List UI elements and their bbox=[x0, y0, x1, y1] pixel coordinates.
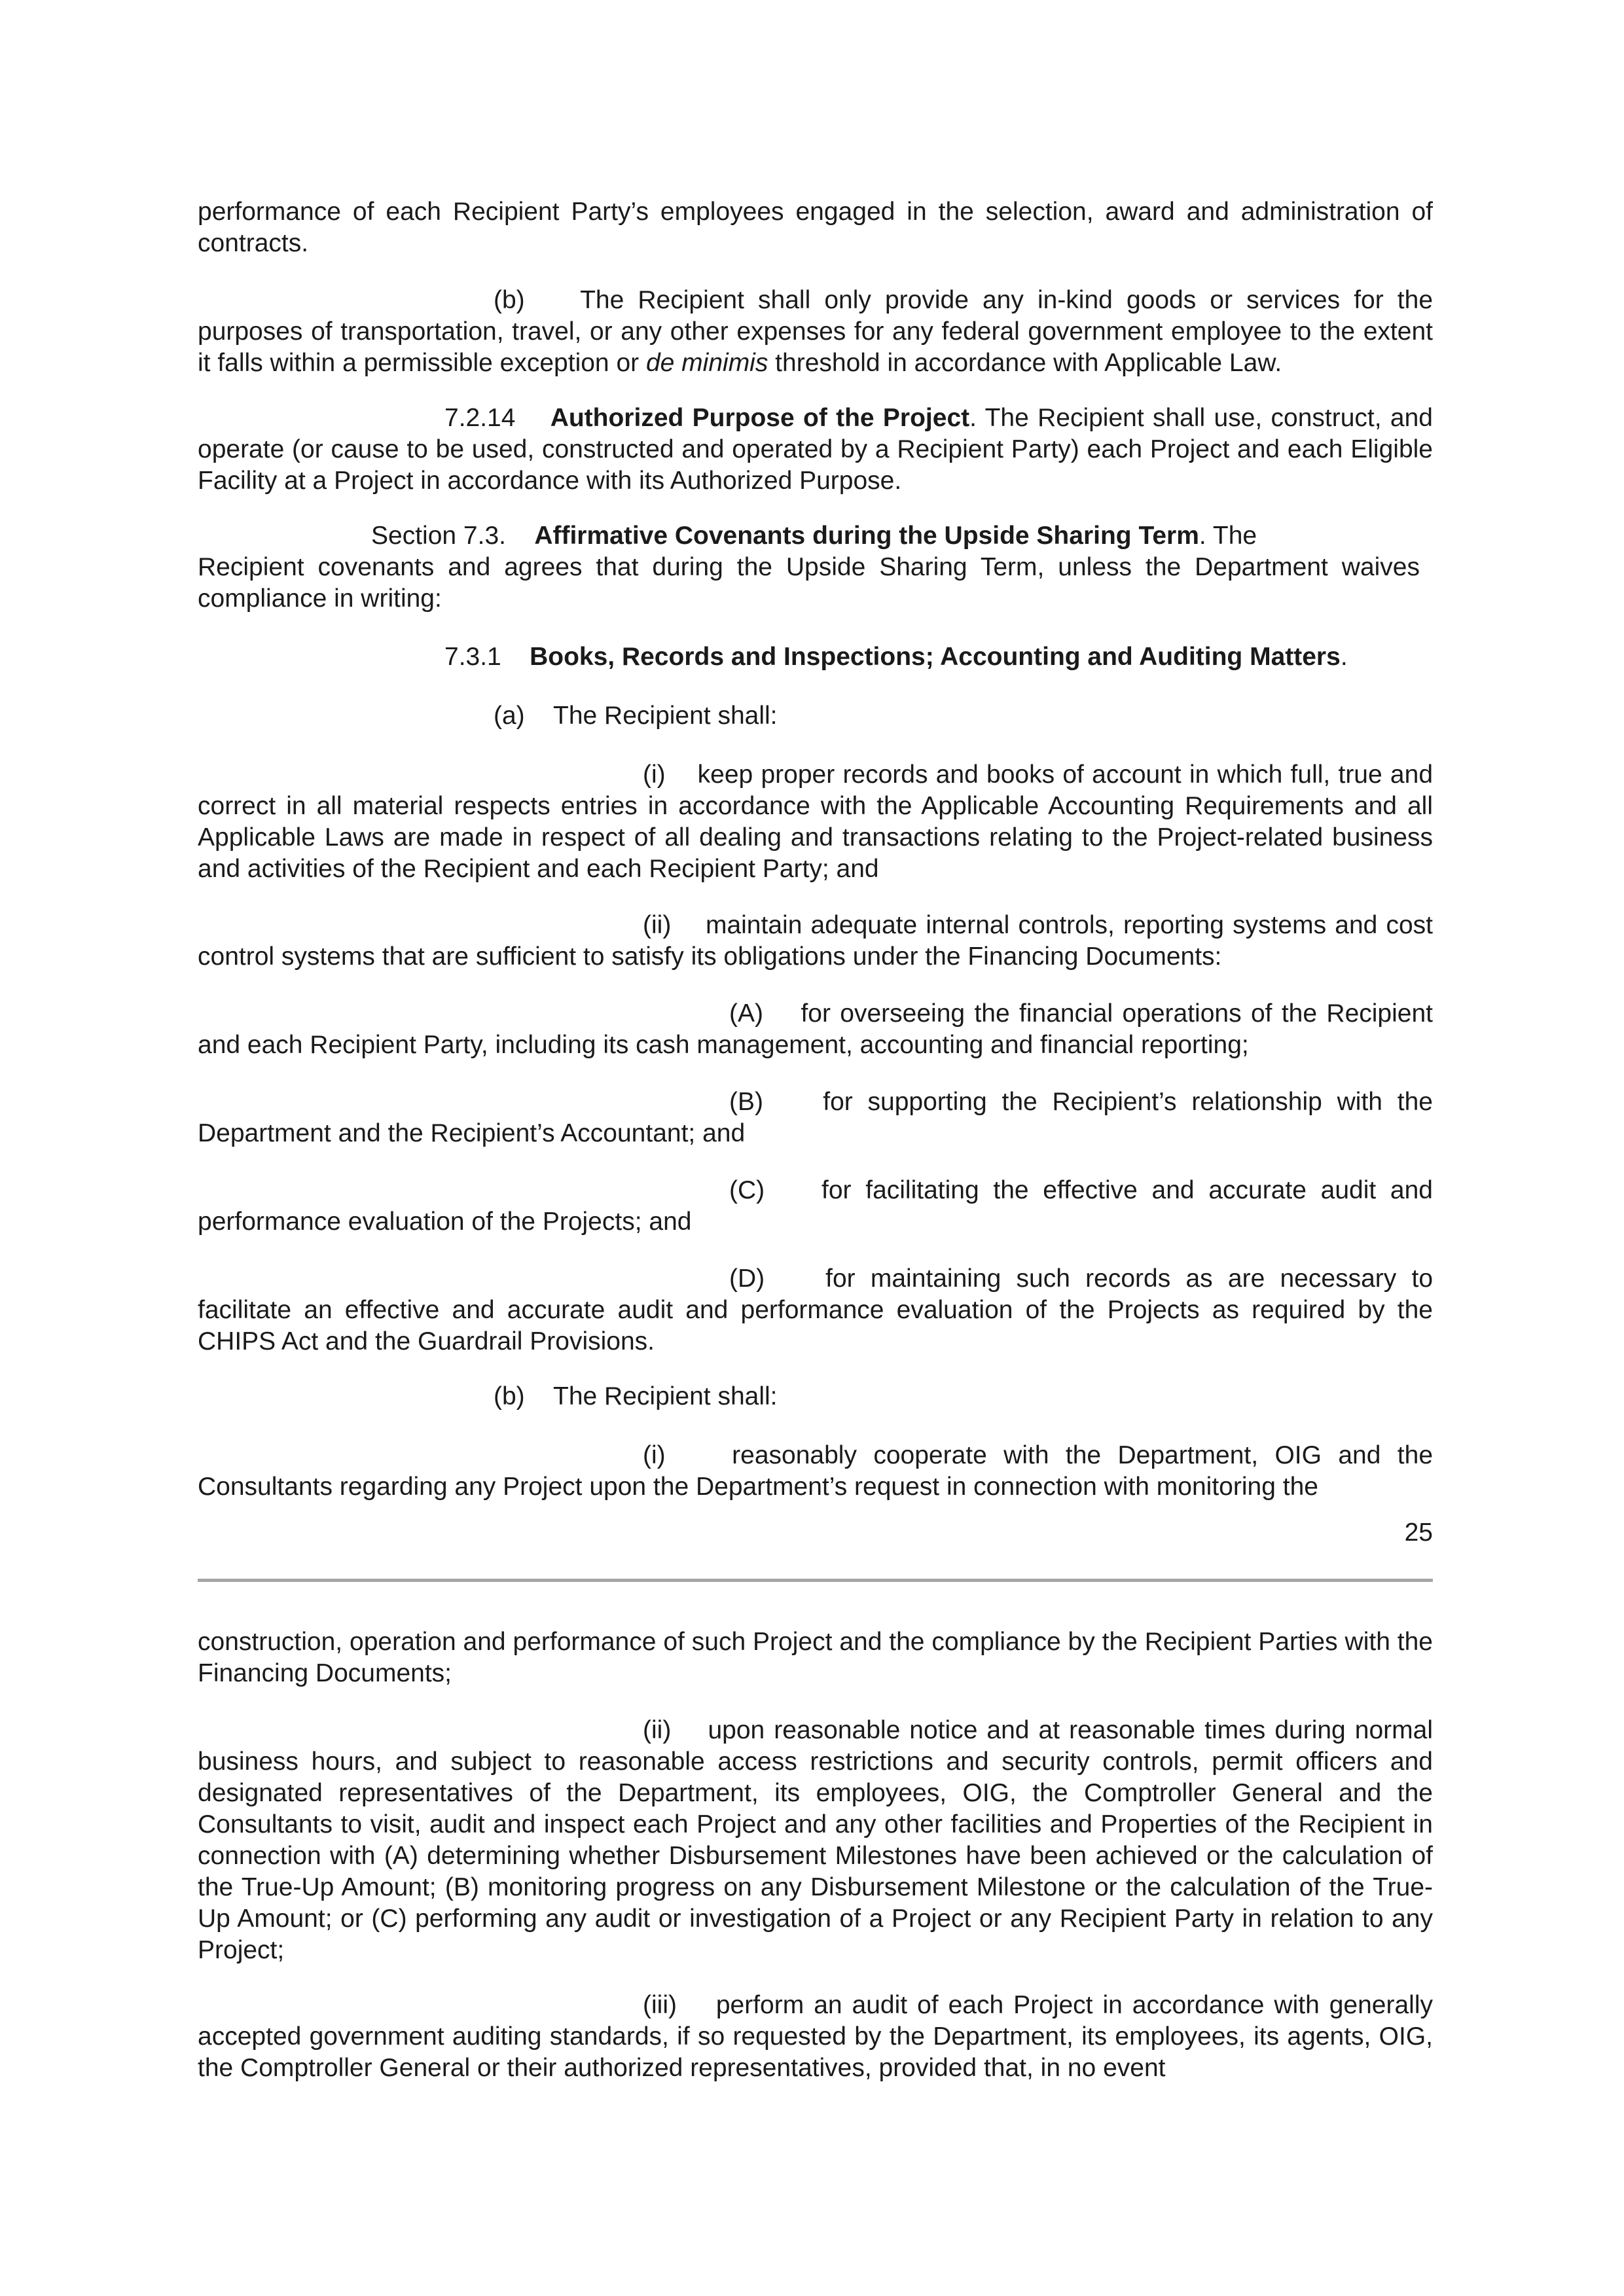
section-heading-line bbox=[198, 520, 1433, 552]
clause-label: (iii) bbox=[643, 1991, 677, 2019]
paragraph bbox=[198, 759, 1433, 885]
paragraph bbox=[198, 1086, 1433, 1149]
section-number: 7.3.1 bbox=[444, 643, 501, 671]
paragraph: performance of each Recipient Party’s employees engaged in the selection, award and administration of contracts. bbox=[198, 198, 1433, 257]
clause-label: (A) bbox=[729, 999, 763, 1028]
paragraph bbox=[198, 1990, 1433, 2084]
paragraph-text: The Recipient shall: bbox=[553, 702, 778, 730]
paragraph: construction, operation and performance of such Project and the compliance by the Recipient Parties with the Financing Documents; bbox=[198, 1628, 1433, 1687]
clause-label: (i) bbox=[643, 761, 666, 789]
paragraph bbox=[198, 1715, 1433, 1966]
paragraph-text: . The Recipient shall use, construct, and operate (or cause to be used, constructed and operated by a Recipient Party) each Project and each Eligible Facility at a Project in accordance with its Authorized Purpose. bbox=[198, 404, 1433, 495]
paragraph bbox=[198, 403, 1433, 497]
section-heading: Authorized Purpose of the Project bbox=[550, 404, 970, 432]
paragraph-text: for overseeing the financial operations of the Recipient and each Recipient Party, including its cash management, accounting and financial reporting; bbox=[198, 999, 1433, 1059]
clause-label: (b) bbox=[494, 1382, 525, 1410]
italic-term: de minimis bbox=[645, 349, 768, 377]
paragraph-text: reasonably cooperate with the Department, OIG and the Consultants regarding any Project upon the Department’s request in connection with monitoring the bbox=[198, 1441, 1434, 1501]
page-divider bbox=[198, 1579, 1433, 1582]
clause-label: (ii) bbox=[643, 1716, 672, 1744]
paragraph-text: keep proper records and books of account in which full, true and correct in all material respects entries in accordance with the Applicable Accounting Requirements and all Applicable Laws are made in respect of all dealing and transactions relating to the Project-related business and activities of the Recipient and each Recipient Party; and bbox=[198, 761, 1434, 883]
paragraph-text: . The bbox=[1199, 522, 1257, 550]
paragraph-text: for supporting the Recipient’s relationship with the Department and the Recipient’s Accountant; and bbox=[198, 1088, 1433, 1147]
paragraph-text: The Recipient shall only provide any in-kind goods or services for the purposes of transportation, travel, or any other expenses for any federal government employee to the extent it falls within a permissible exception or bbox=[198, 286, 1434, 377]
paragraph bbox=[198, 1175, 1433, 1238]
paragraph bbox=[198, 910, 1433, 973]
clause-label: (D) bbox=[729, 1265, 765, 1293]
paragraph-text: perform an audit of each Project in accordance with generally accepted government auditing standards, if so requested by the Department, its employees, its agents, OIG, the Comptroller General or their authorized representatives, provided that, in no event bbox=[198, 1991, 1433, 2082]
clause-label: (B) bbox=[729, 1088, 763, 1116]
paragraph-text: maintain adequate internal controls, reporting systems and cost control systems that are sufficient to satisfy its obligations under the Financing Documents: bbox=[198, 911, 1434, 971]
section-heading: Books, Records and Inspections; Accounting and Auditing Matters bbox=[530, 643, 1341, 671]
paragraph bbox=[198, 998, 1433, 1061]
section-number: 7.2.14 bbox=[444, 404, 516, 432]
subsection-heading bbox=[198, 641, 1624, 673]
paragraph bbox=[198, 1263, 1433, 1357]
paragraph bbox=[198, 1440, 1433, 1503]
paragraph bbox=[198, 285, 1433, 379]
clause-label: (a) bbox=[494, 702, 525, 730]
page-number: 25 bbox=[1404, 1518, 1433, 1547]
paragraph-text: threshold in accordance with Applicable Law. bbox=[768, 349, 1282, 377]
paragraph-text: The Recipient shall: bbox=[553, 1382, 778, 1410]
section-paragraph bbox=[198, 520, 1433, 615]
punctuation: . bbox=[1340, 643, 1348, 671]
paragraph-text: upon reasonable notice and at reasonable times during normal business hours, and subject to reasonable access restrictions and security controls, permit officers and designated representatives of the Department, its employees, OIG, the Comptroller General and the Consultants to visit, audit and inspect each Project and any other facilities and Properties of the Recipient in connection with (A) determining whether Disbursement Milestones have been achieved or the calculation of the True-Up Amount; (B) monitoring progress on any Disbursement Milestone or the calculation of the True-Up Amount; or (C) performing any audit or investigation of a Project or any Recipient Party in relation to any Project; bbox=[198, 1716, 1433, 1964]
paragraph-text: for facilitating the effective and accurate audit and performance evaluation of the Projects; and bbox=[198, 1176, 1433, 1236]
clause-label: (ii) bbox=[643, 911, 672, 939]
paragraph-text: Recipient covenants and agrees that during the Upside Sharing Term, unless the Department waives compliance in writing: bbox=[198, 553, 1420, 613]
clause-label: (b) bbox=[494, 286, 525, 314]
section-number: Section 7.3. bbox=[371, 522, 506, 550]
clause-line bbox=[198, 700, 1624, 732]
clause-label: (i) bbox=[643, 1441, 666, 1469]
section-heading: Affirmative Covenants during the Upside Sharing Term bbox=[534, 522, 1199, 550]
clause-line bbox=[198, 1381, 1624, 1412]
paragraph-text: for maintaining such records as are necessary to facilitate an effective and accurate audit and performance evaluation of the Projects as required by the CHIPS Act and the Guardrail Provisions. bbox=[198, 1265, 1434, 1355]
clause-label: (C) bbox=[729, 1176, 765, 1204]
